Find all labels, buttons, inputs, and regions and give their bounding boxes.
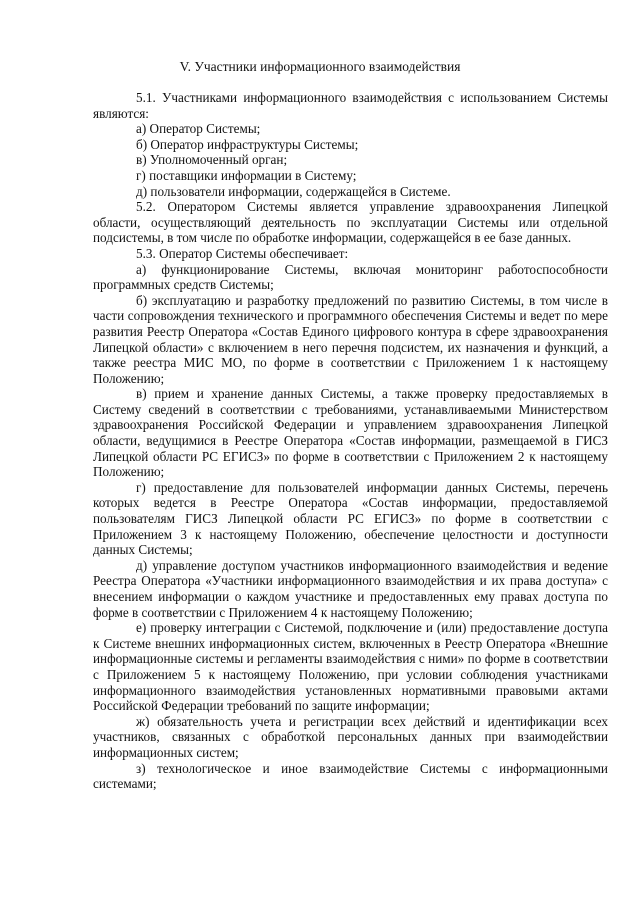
duty-item-z: з) технологическое и иное взаимодействие Системы с информационными системами; [93,760,608,792]
paragraph-5-1: 5.1. Участниками информационного взаимодействия с использованием Системы являются: [93,90,608,121]
paragraph-5-2: 5.2. Оператором Системы является управление здравоохранения Липецкой области, осуществляющий деятельность по эксплуатации Системы или отдельной подсистемы, в том числе по обработке информации, содержащейся в ее базе данных. [93,199,608,246]
document-body [93,90,608,792]
duty-item-a: а) функционирование Системы, включая мониторинг работоспособности программных средств Системы; [93,261,608,293]
duty-item-e: е) проверку интеграции с Системой, подключение и (или) предоставление доступа к Системе внешних информационных систем, включенных в Реестр Оператора «Внешние информационные системы и регламенты взаимодействия с ними» по форме в соответствии с Приложением 5 к настоящему Положению, при условии соблюдения участниками информационного взаимодействия установленных нормативными правовыми актами Российской Федерации требований по защите информации; [93,620,608,714]
list-item-d: д) пользователи информации, содержащейся в Системе. [136,183,451,199]
duty-item-d: д) управление доступом участников информационного взаимодействия и ведение Реестра Оператора «Участники информационного взаимодействия и их права доступа» с внесением информации о каждом участнике и предоставленных ему правах доступа по форме в соответствии с Приложением 4 к настоящему Положению; [93,557,608,620]
section-title: V. Участники информационного взаимодействия [179,59,461,74]
list-item-b: б) Оператор инфраструктуры Системы; [136,136,359,152]
list-item-a: а) Оператор Системы; [136,121,261,137]
list-item-g: г) поставщики информации в Систему; [136,167,357,183]
duty-item-g: г) предоставление для пользователей информации данных Системы, перечень которых ведется в Реестре Оператора «Состав информации, предоставляемой пользователям ГИСЗ Липецкой области РС ЕГИСЗ» по форме в соответствии с Приложением 3 к настоящему Положению, обеспечение целостности и доступности данных Системы; [93,479,608,558]
list-item-v: в) Уполномоченный орган; [136,152,288,168]
duty-item-zh: ж) обязательность учета и регистрации всех действий и идентификации всех участников, связанных с обработкой персональных данных при взаимодействии информационных систем; [93,713,608,760]
duty-item-v: в) прием и хранение данных Системы, а также проверку предоставляемых в Систему сведений в соответствии с требованиями, устанавливаемыми Министерством здравоохранения Российской Федерации и управлением здравоохранения Липецкой области, ведущимися в Реестре Оператора «Состав информации, размещаемой в ГИСЗ Липецкой области РС ЕГИСЗ» по форме в соответствии с Приложением 2 к настоящему Положению; [93,386,608,480]
paragraph-5-3: 5.3. Оператор Системы обеспечивает: [136,245,349,261]
duty-item-b: б) эксплуатацию и разработку предложений по развитию Системы, в том числе в части сопровождения технического и программного обеспечения Системы и ведет по мере развития Реестр Оператора «Состав Единого цифрового контура в сфере здравоохранения Липецкой области» с включением в него перечня подсистем, их назначения и функций, а также реестра МИС МО, по форме в соответствии с Приложением 1 к настоящему Положению; [93,292,608,386]
